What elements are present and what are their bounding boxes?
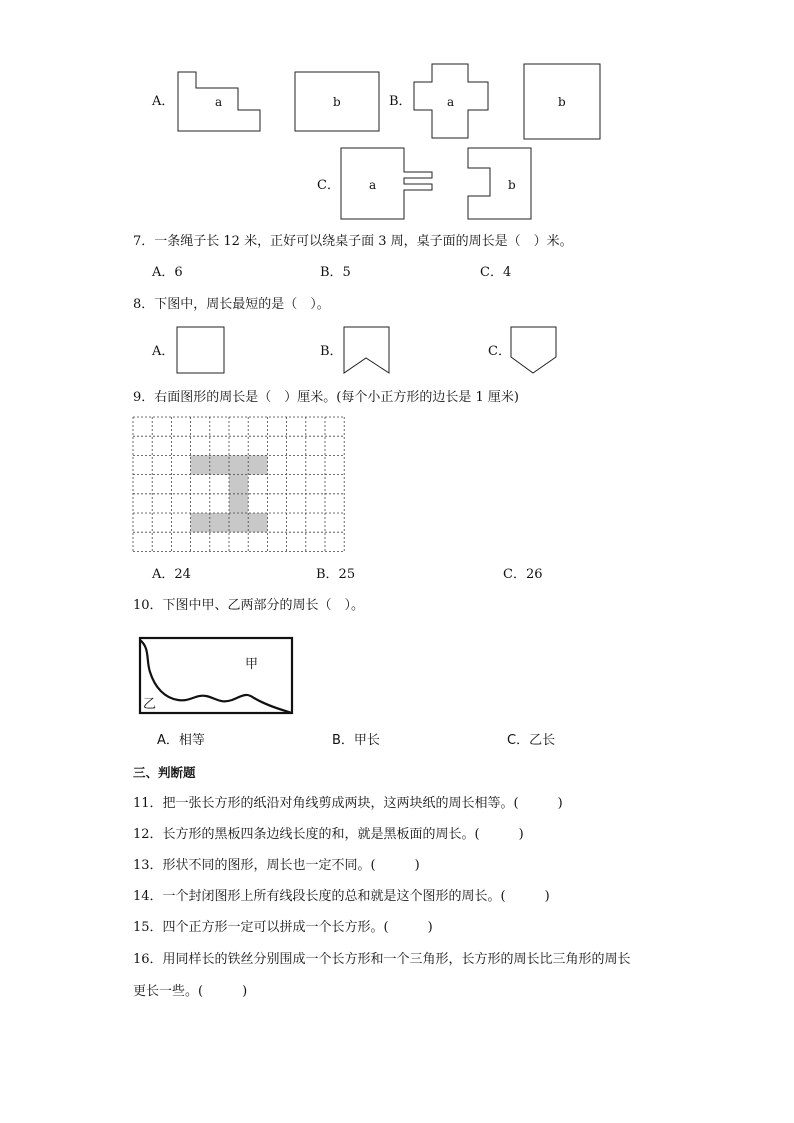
q10-region-a-label: 甲 (245, 657, 259, 672)
q8-option-c: C． (488, 344, 511, 359)
q6-c-label-b: b (508, 178, 516, 192)
q9-option-c: C．26 (503, 567, 543, 582)
q7-stem: 7．一条绳子长 12 米，正好可以绕桌子面 3 周，桌子面的周长是（ ）米。 (133, 234, 573, 249)
q10-option-a: A．相等 (157, 733, 205, 748)
q6-b-label-b: b (558, 95, 566, 109)
q6-option-b-label: B． (389, 94, 412, 109)
q9-option-b: B．25 (316, 567, 356, 582)
q6-option-a-label: A． (152, 94, 175, 109)
q10-option-c: C．乙长 (507, 733, 556, 748)
q7-option-c: C．4 (480, 265, 512, 280)
q11-statement: 11．把一张长方形的纸沿对角线剪成两块，这两块纸的周长相等。( ) (133, 796, 563, 811)
q16-statement-cont: 更长一些。( ) (133, 984, 248, 999)
q8-option-a: A． (152, 344, 175, 359)
q10-region-b-label: 乙 (143, 697, 157, 712)
q16-statement: 16．用同样长的铁丝分别围成一个长方形和一个三角形，长方形的周长比三角形的周长 (133, 952, 631, 967)
q12-statement: 12．长方形的黑板四条边线长度的和，就是黑板面的周长。( ) (133, 827, 524, 842)
q8-stem: 8．下图中，周长最短的是（ ）。 (133, 297, 330, 312)
q6-b-label-a: a (447, 95, 455, 109)
q13-statement: 13．形状不同的图形，周长也一定不同。( ) (133, 858, 420, 873)
q10-stem: 10．下图中甲、乙两部分的周长（ ）。 (133, 598, 365, 613)
q14-statement: 14．一个封闭图形上所有线段长度的总和就是这个图形的周长。( ) (133, 889, 550, 904)
q10-rectangle (140, 638, 292, 713)
section-title: 三、判断题 (133, 765, 196, 780)
q6-c-label-a: a (369, 178, 377, 192)
q6-option-c-label: C． (317, 178, 340, 193)
q7-option-b: B．5 (320, 265, 351, 280)
q8-option-b: B． (320, 344, 343, 359)
q10-option-b: B．甲长 (332, 733, 380, 748)
q9-stem: 9．右面图形的周长是（ ）厘米。(每个小正方形的边长是 1 厘米) (133, 390, 519, 405)
q7-option-a: A．6 (152, 265, 183, 280)
q10-dividing-curve (140, 640, 292, 713)
q9-option-a: A．24 (152, 567, 191, 582)
q15-statement: 15．四个正方形一定可以拼成一个长方形。( ) (133, 920, 433, 935)
q6-a-label-b: b (333, 95, 341, 109)
q6-a-label-a: a (215, 95, 223, 109)
